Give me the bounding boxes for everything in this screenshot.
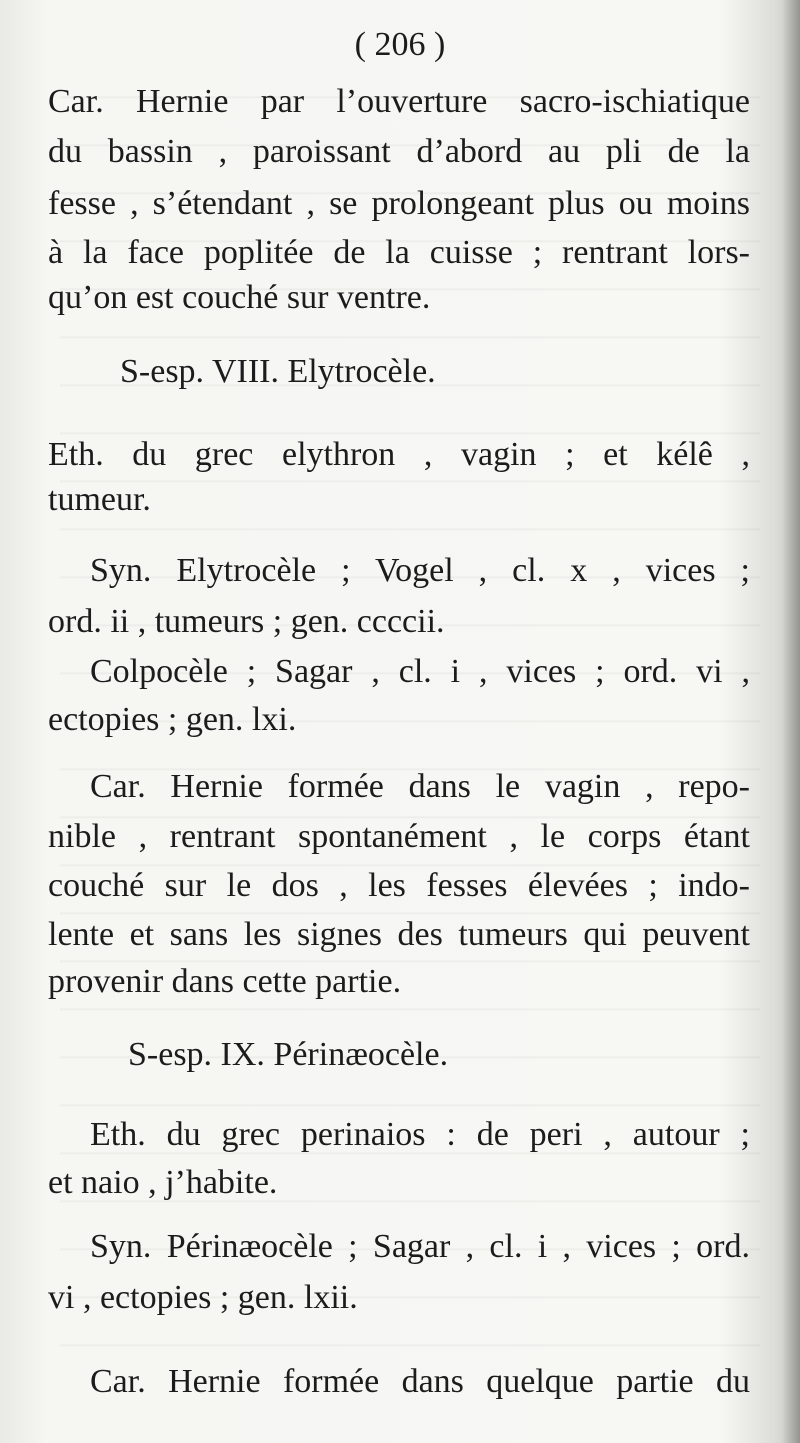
text-line: Car. Hernie formée dans quelque partie du <box>90 1363 750 1400</box>
text-line: et naio , j’habite. <box>48 1164 278 1201</box>
text-line: lente et sans les signes des tumeurs qui peuvent <box>48 916 750 953</box>
text-line: à la face poplitée de la cuisse ; rentrant lors- <box>48 234 750 271</box>
text-line: qu’on est couché sur ventre. <box>48 279 431 316</box>
text-line: ord. ii , tumeurs ; gen. ccccii. <box>48 603 445 640</box>
text-line: vi , ectopies ; gen. lxii. <box>48 1279 358 1316</box>
text-line: Syn. Périnæocèle ; Sagar , cl. i , vices ; ord. <box>90 1228 750 1265</box>
text-line: provenir dans cette partie. <box>48 963 402 1000</box>
text-line: tumeur. <box>48 481 151 518</box>
text-line: ectopies ; gen. lxi. <box>48 701 297 738</box>
text-line: Eth. du grec elythron , vagin ; et kélê , <box>48 436 750 473</box>
text-line: Car. Hernie par l’ouverture sacro-ischiatique <box>48 83 750 120</box>
section-heading: S-esp. VIII. Elytrocèle. <box>120 353 436 390</box>
text-line: Car. Hernie formée dans le vagin , repo- <box>90 768 750 805</box>
page-edge-shadow <box>782 0 800 1443</box>
text-line: fesse , s’étendant , se prolongeant plus ou moins <box>48 185 750 222</box>
page-number: ( 206 ) <box>354 26 446 63</box>
text-line: nible , rentrant spontanément , le corps étant <box>48 818 750 855</box>
section-heading: S-esp. IX. Périnæocèle. <box>128 1036 449 1073</box>
text-line: couché sur le dos , les fesses élevées ; indo- <box>48 867 750 904</box>
text-line: Eth. du grec perinaios : de peri , autour ; <box>90 1116 750 1153</box>
text-line: Colpocèle ; Sagar , cl. i , vices ; ord. vi , <box>90 653 750 690</box>
text-line: du bassin , paroissant d’abord au pli de la <box>48 133 750 170</box>
text-line: Syn. Elytrocèle ; Vogel , cl. x , vices ; <box>90 552 750 589</box>
